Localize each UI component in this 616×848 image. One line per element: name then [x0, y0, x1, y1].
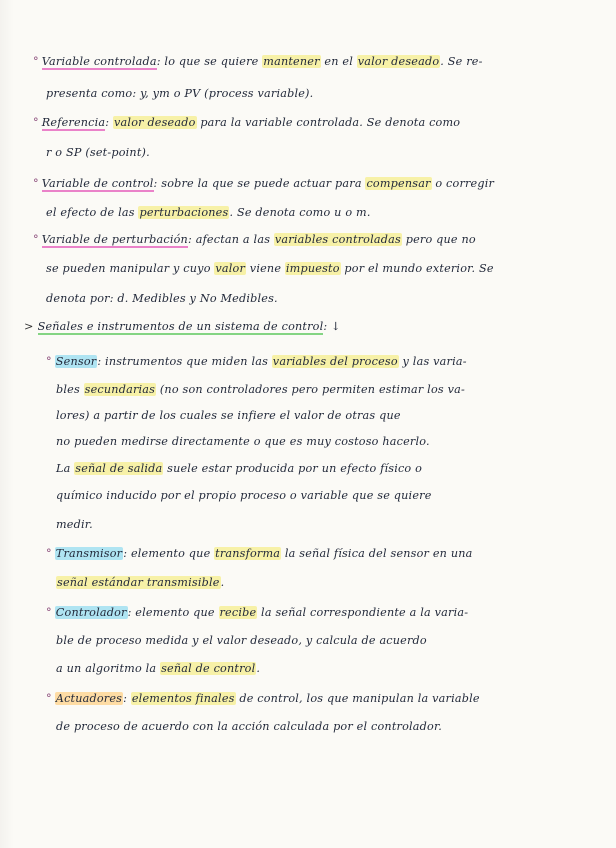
text-segment: medir.: [56, 518, 93, 531]
highlighted-term: Variable de control: [41, 177, 154, 190]
text-segment: :: [123, 692, 131, 705]
bullet-icon: °: [46, 355, 52, 368]
controlador-cont1: [56, 634, 427, 648]
sensor-cont3: [56, 435, 430, 449]
bullet-icon: °: [46, 547, 52, 560]
bullet-icon: °: [46, 606, 52, 619]
highlighted-term: valor: [215, 262, 246, 275]
text-segment: en el: [320, 55, 357, 68]
highlighted-term: perturbaciones: [139, 206, 229, 219]
bullet-icon: °: [46, 692, 52, 705]
highlighted-term: mantener: [263, 55, 320, 68]
variable-perturbacion-cont2: [46, 292, 278, 306]
text-segment: : elemento que: [123, 547, 215, 560]
variable-perturbacion-line: [33, 233, 476, 247]
text-segment: : sobre la que se puede actuar para: [153, 177, 366, 190]
referencia-cont: [46, 146, 150, 160]
actuadores-line: [46, 692, 480, 706]
sensor-cont2: [56, 409, 401, 423]
highlighted-term: impuesto: [285, 262, 340, 275]
highlighted-term: variables del proceso: [272, 355, 398, 368]
senales-heading: [24, 320, 341, 334]
highlighted-term: Transmisor: [55, 547, 123, 560]
sensor-cont1: [56, 383, 465, 397]
text-segment: .: [220, 576, 225, 589]
referencia-line: [33, 116, 460, 130]
sensor-line: [46, 355, 467, 369]
text-segment: : ↓: [323, 320, 341, 333]
text-segment: lores) a partir de los cuales se infiere el valor de otras que: [56, 409, 401, 422]
text-segment: ble de proceso medida y el valor deseado, y calcula de acuerdo: [56, 634, 427, 647]
highlighted-term: elementos finales: [131, 692, 235, 705]
text-segment: : elemento que: [127, 606, 219, 619]
text-segment: bles: [56, 383, 84, 396]
variable-control-cont: [46, 206, 371, 220]
sensor-cont6: [56, 518, 93, 532]
highlighted-term: señal de control: [161, 662, 256, 675]
highlighted-term: valor deseado: [114, 116, 196, 129]
text-segment: : lo que se quiere: [156, 55, 263, 68]
text-segment: : afectan a las: [187, 233, 274, 246]
bullet-icon: °: [33, 116, 39, 129]
text-segment: de proceso de acuerdo con la acción calculada por el controlador.: [56, 720, 443, 733]
text-segment: la señal física del sensor en una: [281, 547, 473, 560]
text-segment: o corregir: [431, 177, 495, 190]
text-segment: .: [256, 662, 261, 675]
highlighted-term: señal de salida: [75, 462, 163, 475]
text-segment: presenta como: y, ym o PV (process variable).: [46, 87, 314, 100]
text-segment: viene: [246, 262, 285, 275]
bullet-icon: °: [33, 177, 39, 190]
transmisor-line: [46, 547, 473, 561]
text-segment: para la variable controlada. Se denota como: [196, 116, 461, 129]
text-segment: y las varia-: [398, 355, 467, 368]
text-segment: . Se re-: [440, 55, 483, 68]
highlighted-term: Señales e instrumentos de un sistema de control: [37, 320, 324, 333]
bullet-icon: °: [33, 233, 39, 246]
variable-controlada-cont: [46, 87, 313, 101]
controlador-cont2: [56, 662, 260, 676]
arrow-icon: >: [24, 320, 34, 333]
text-segment: se pueden manipular y cuyo: [46, 262, 215, 275]
highlighted-term: recibe: [219, 606, 257, 619]
highlighted-term: transforma: [215, 547, 281, 560]
highlighted-term: Sensor: [55, 355, 97, 368]
highlighted-term: Actuadores: [55, 692, 123, 705]
text-segment: a un algoritmo la: [56, 662, 161, 675]
text-segment: por el mundo exterior. Se: [340, 262, 494, 275]
text-segment: suele estar producida por un efecto físico o: [163, 462, 423, 475]
text-segment: pero que no: [401, 233, 476, 246]
highlighted-term: compensar: [366, 177, 431, 190]
text-segment: la señal correspondiente a la varia-: [257, 606, 469, 619]
controlador-line: [46, 606, 468, 620]
variable-control-line: [33, 177, 494, 191]
text-segment: (no son controladores pero permiten estimar los va-: [156, 383, 465, 396]
highlighted-term: Variable de perturbación: [41, 233, 188, 246]
text-segment: de control, los que manipulan la variable: [235, 692, 480, 705]
variable-perturbacion-cont: [46, 262, 494, 276]
text-segment: r o SP (set-point).: [46, 146, 150, 159]
highlighted-term: señal estándar transmisible: [57, 576, 220, 589]
text-segment: La: [56, 462, 75, 475]
text-segment: no pueden medirse directamente o que es muy costoso hacerlo.: [56, 435, 430, 448]
highlighted-term: variables controladas: [274, 233, 401, 246]
highlighted-term: Controlador: [55, 606, 127, 619]
text-segment: :: [105, 116, 114, 129]
text-segment: el efecto de las: [46, 206, 139, 219]
bullet-icon: °: [33, 55, 39, 68]
transmisor-cont: [56, 576, 224, 590]
highlighted-term: valor deseado: [357, 55, 440, 68]
sensor-cont4: [56, 462, 422, 476]
text-segment: . Se denota como u o m.: [229, 206, 371, 219]
sensor-cont5: [56, 489, 432, 503]
text-segment: químico inducido por el propio proceso o variable que se quiere: [56, 489, 432, 502]
variable-controlada-line: [33, 55, 483, 69]
highlighted-term: secundarias: [84, 383, 156, 396]
text-segment: denota por: d. Medibles y No Medibles.: [46, 292, 278, 305]
highlighted-term: Referencia: [41, 116, 106, 129]
text-segment: : instrumentos que miden las: [97, 355, 272, 368]
actuadores-cont: [56, 720, 442, 734]
highlighted-term: Variable controlada: [41, 55, 157, 68]
